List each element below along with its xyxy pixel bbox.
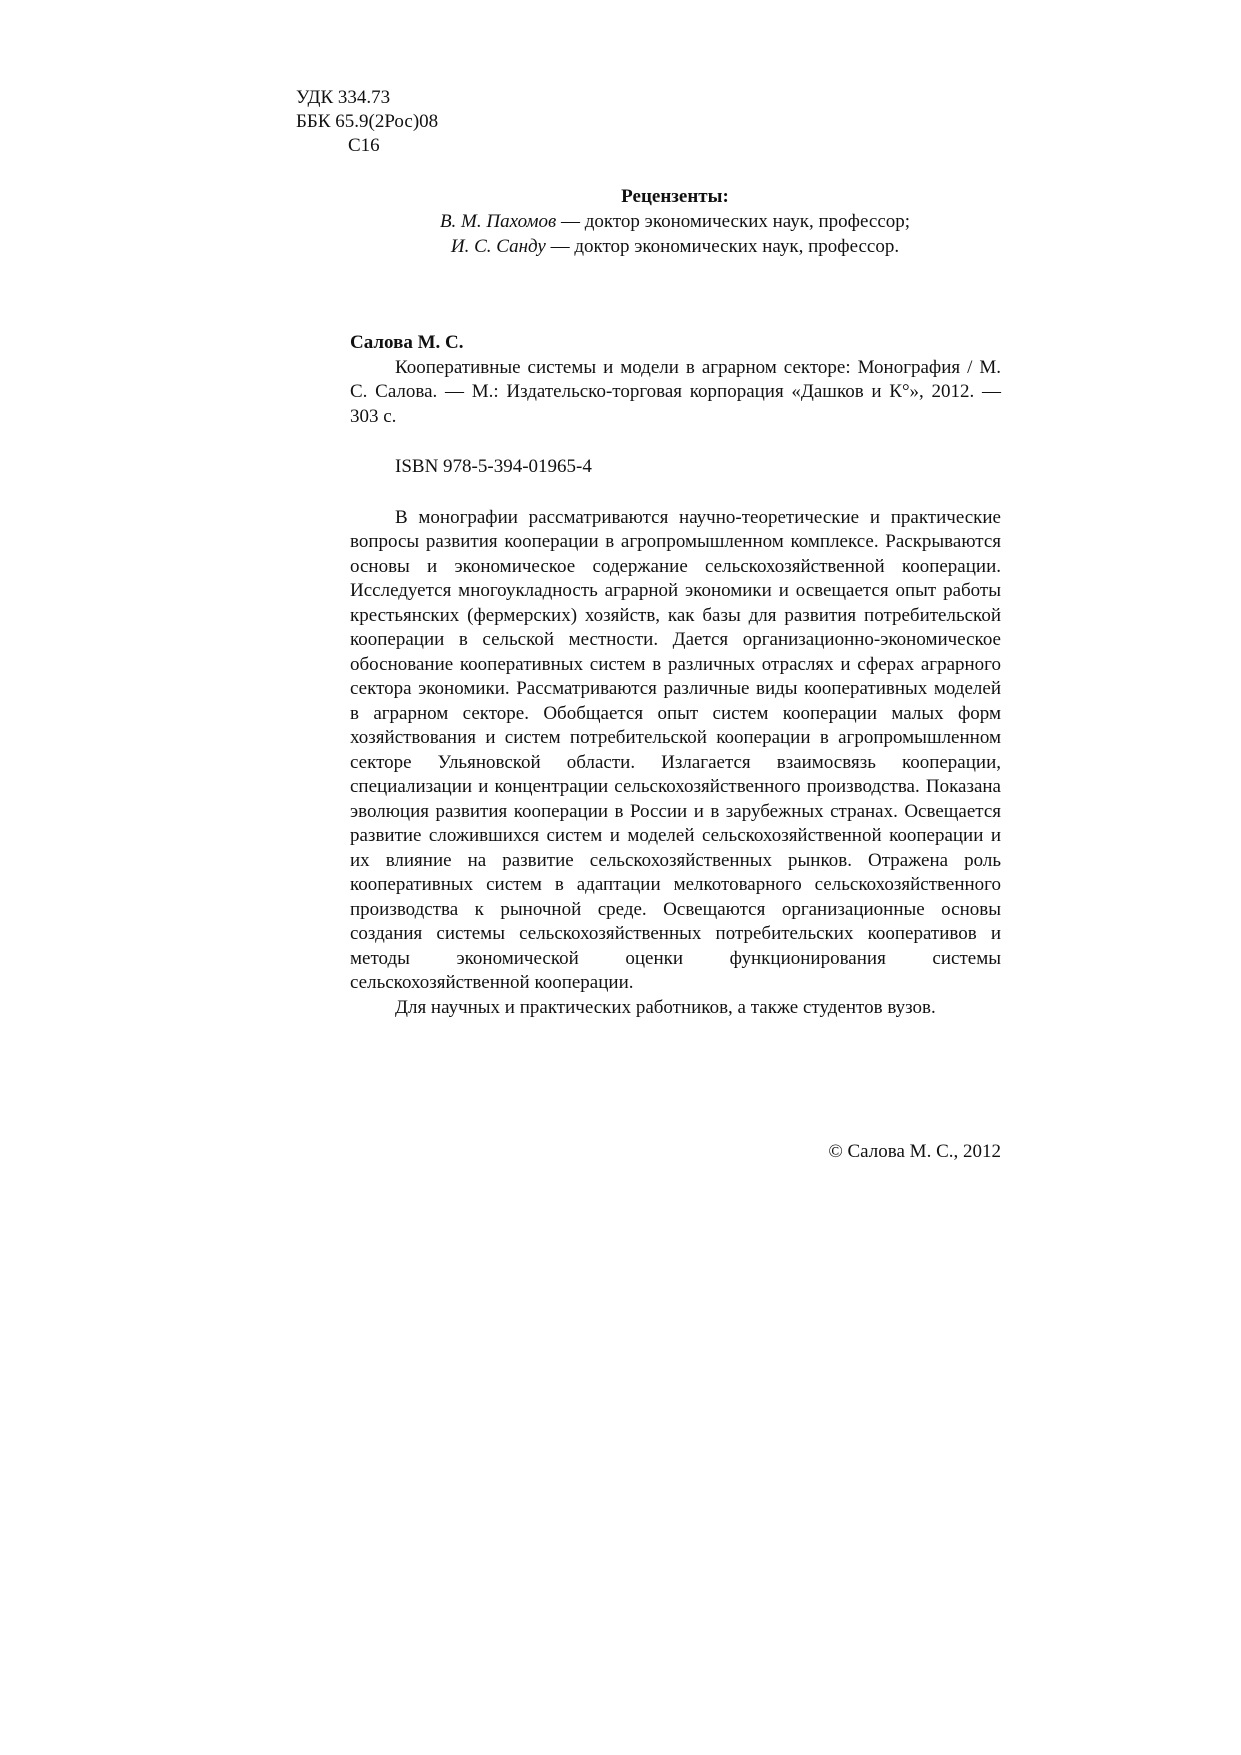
audience-note: Для научных и практических работников, а также студентов вузов. xyxy=(395,996,936,1018)
reviewer-name: И. С. Санду xyxy=(450,236,546,257)
abstract xyxy=(350,506,1001,1021)
copyright-notice: © Салова М. С., 2012 xyxy=(828,1141,1001,1162)
reviewer-line xyxy=(350,209,1000,234)
reviewer-name: В. М. Пахомов xyxy=(439,211,557,232)
udk-code: УДК 334.73 xyxy=(296,87,391,108)
isbn: ISBN 978-5-394-01965-4 xyxy=(395,456,592,477)
reviewer-line xyxy=(350,234,1000,259)
abstract-text: В монографии рассматриваются научно-теоретические и практические вопросы развития кооперации в агропромышленном комплексе. Раскрываются основы и экономическое содержание сельскохозяйственной кооперации. Исследуется многоукладность аграрной экономики и освещается опыт работы крестьянских (фермерских) хозяйств, как базы для развития потребительской кооперации в сельской местности. Дается организационно-экономическое обоснование кооперативных систем в различных отраслях и сферах аграрного сектора экономики. Рассматриваются различные виды кооперативных моделей в аграрном секторе. Обобщается опыт систем кооперации малых форм хозяйствования и систем потребительской кооперации в агропромышленном секторе Ульяновской области. Излагается взаимосвязь кооперации, специализации и концентрации сельскохозяйственного производства. Показана эволюция развития кооперации в России и в зарубежных странах. Освещается развитие сложившихся систем и моделей сельскохозяйственной кооперации и их влияние на развитие сельскохозяйственных рынков. Отражена роль кооперативных систем в адаптации мелкотоварного сельскохозяйственного производства к рыночной среде. Освещаются организационные основы создания системы сельскохозяйственных потребительских кооперативов и методы экономической оценки функционирования системы сельскохозяйственной кооперации. xyxy=(350,506,1001,993)
reviewer-desc: — доктор экономических наук, профессор. xyxy=(545,236,900,257)
bibliographic-description: Кооперативные системы и модели в аграрном секторе: Монография / М. С. Салова. — М.: Издательско-торговая корпорация «Дашков и К°», 2012. — 303 с. xyxy=(350,356,1001,427)
bbk-code: ББК 65.9(2Рос)08 xyxy=(296,111,439,132)
classification-codes xyxy=(296,86,438,158)
bibliographic-record xyxy=(350,331,1001,1020)
author-heading: Салова М. С. xyxy=(350,332,464,353)
reviewers-block xyxy=(350,184,1000,259)
reviewers-title: Рецензенты: xyxy=(621,186,729,207)
author-mark: С16 xyxy=(348,135,380,156)
reviewer-desc: — доктор экономических наук, профессор; xyxy=(556,211,911,232)
